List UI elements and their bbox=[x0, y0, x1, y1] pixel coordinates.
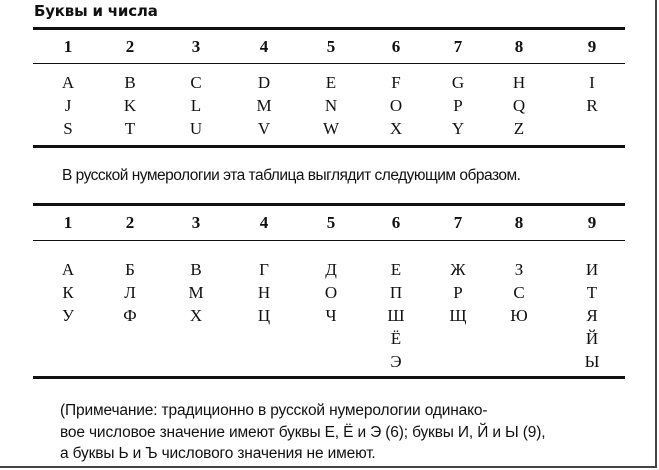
cyrillic-table-top-rule bbox=[33, 203, 625, 206]
letter-cell: Ы bbox=[584, 352, 600, 371]
letter-cell: F bbox=[391, 73, 401, 92]
latin-table-top-rule bbox=[33, 27, 625, 30]
letter-cell: S bbox=[63, 119, 73, 138]
cyrillic-table-bottom-rule bbox=[33, 376, 625, 379]
letter-cell: В bbox=[190, 260, 202, 279]
note-line: (Примечание: традиционно в русской нумерологии одинако- bbox=[60, 402, 488, 419]
column-number: 1 bbox=[63, 213, 73, 232]
column-number: 2 bbox=[125, 213, 135, 232]
latin-table-header-rule bbox=[33, 63, 625, 64]
letter-cell: U bbox=[189, 119, 203, 138]
letter-cell: Ю bbox=[510, 306, 528, 325]
letter-cell: Ч bbox=[325, 306, 337, 325]
section-title: Буквы и числа bbox=[34, 2, 158, 20]
letter-cell: И bbox=[585, 260, 599, 279]
letter-cell: Л bbox=[124, 283, 136, 302]
letter-cell: B bbox=[124, 73, 136, 92]
caption-text: В русской нумерологии эта таблица выглядит следующим образом. bbox=[62, 167, 521, 184]
letter-cell: Э bbox=[390, 352, 402, 371]
column-number: 5 bbox=[326, 213, 336, 232]
letter-cell: E bbox=[325, 73, 337, 92]
letter-cell: Р bbox=[453, 283, 463, 302]
letter-cell: Y bbox=[451, 119, 465, 138]
column-number: 8 bbox=[514, 37, 524, 56]
letter-cell: L bbox=[190, 96, 202, 115]
letter-cell: Q bbox=[512, 96, 526, 115]
letter-cell: M bbox=[256, 96, 272, 115]
letter-cell: K bbox=[123, 96, 137, 115]
letter-cell: X bbox=[389, 119, 403, 138]
letter-cell: Z bbox=[513, 119, 525, 138]
letter-cell: З bbox=[514, 260, 524, 279]
letter-cell: Ж bbox=[450, 260, 466, 279]
letter-cell: A bbox=[61, 73, 75, 92]
column-number: 6 bbox=[391, 213, 401, 232]
letter-cell: O bbox=[389, 96, 403, 115]
letter-cell: Н bbox=[257, 283, 271, 302]
column-number: 4 bbox=[259, 213, 269, 232]
letter-cell: К bbox=[62, 283, 74, 302]
letter-cell: C bbox=[190, 73, 202, 92]
column-number: 7 bbox=[453, 37, 463, 56]
column-number: 2 bbox=[125, 37, 135, 56]
letter-cell: R bbox=[586, 96, 598, 115]
letter-cell: С bbox=[513, 283, 525, 302]
note-line: а буквы Ь и Ъ числового значения не имеют. bbox=[60, 445, 376, 462]
letter-cell: А bbox=[61, 260, 75, 279]
letter-cell: Ц bbox=[257, 306, 271, 325]
letter-cell: Х bbox=[189, 306, 203, 325]
column-number: 7 bbox=[453, 213, 463, 232]
letter-cell: Я bbox=[586, 306, 598, 325]
column-number: 3 bbox=[191, 213, 201, 232]
column-number: 5 bbox=[326, 37, 336, 56]
letter-cell: J bbox=[64, 96, 72, 115]
letter-cell: G bbox=[451, 73, 465, 92]
letter-cell: W bbox=[322, 119, 340, 138]
cyrillic-table-header-rule bbox=[33, 240, 625, 241]
column-number: 1 bbox=[63, 37, 73, 56]
letter-cell: I bbox=[589, 73, 595, 92]
column-number: 6 bbox=[391, 37, 401, 56]
letter-cell: У bbox=[61, 306, 75, 325]
column-number: 8 bbox=[514, 213, 524, 232]
letter-cell: Т bbox=[586, 283, 598, 302]
letter-cell: V bbox=[257, 119, 271, 138]
column-number: 9 bbox=[587, 37, 597, 56]
letter-cell: О bbox=[324, 283, 338, 302]
column-number: 4 bbox=[259, 37, 269, 56]
note-paragraph bbox=[60, 400, 630, 465]
latin-table-bottom-rule bbox=[33, 145, 625, 148]
column-number: 9 bbox=[587, 213, 597, 232]
letter-cell: Ш bbox=[387, 306, 405, 325]
letter-cell: Г bbox=[259, 260, 269, 279]
column-number: 3 bbox=[191, 37, 201, 56]
letter-cell: Й bbox=[585, 329, 599, 348]
letter-cell: Ё bbox=[390, 329, 402, 348]
letter-cell: П bbox=[389, 283, 403, 302]
letter-cell: N bbox=[324, 96, 338, 115]
letter-cell: D bbox=[257, 73, 271, 92]
letter-cell: Ф bbox=[123, 306, 137, 325]
note-line: вое числовое значение имеют буквы Е, Ё и Э (6); буквы И, Й и Ы (9), bbox=[60, 423, 546, 441]
letter-cell: P bbox=[453, 96, 463, 115]
letter-cell: T bbox=[124, 119, 136, 138]
letter-cell: Б bbox=[125, 260, 135, 279]
letter-cell: Д bbox=[325, 260, 337, 279]
letter-cell: Щ bbox=[449, 306, 467, 325]
letter-cell: H bbox=[512, 73, 526, 92]
letter-cell: Е bbox=[390, 260, 402, 279]
letter-cell: М bbox=[188, 283, 204, 302]
